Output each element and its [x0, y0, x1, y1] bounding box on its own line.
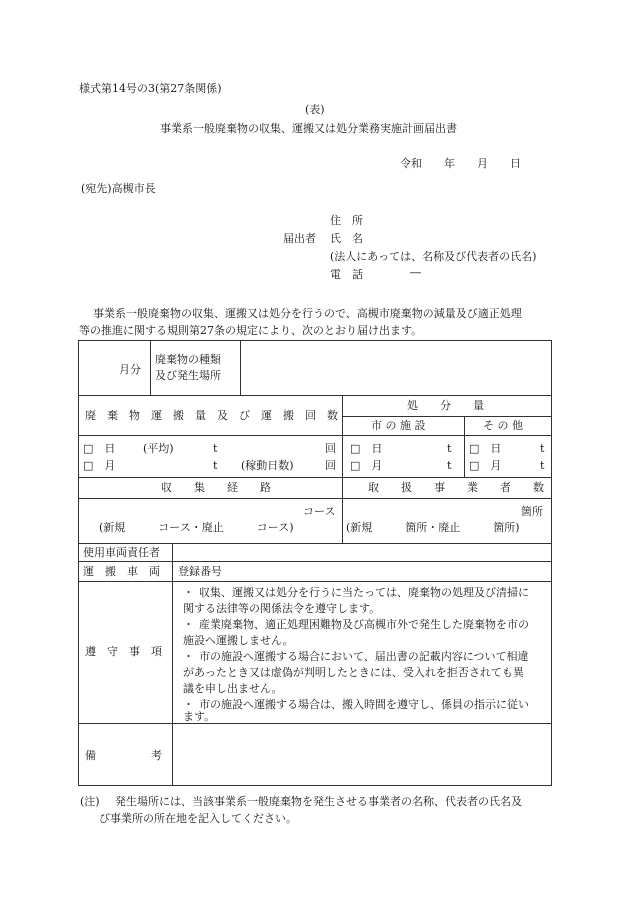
bullet: ・: [183, 618, 194, 631]
row-divider: [79, 435, 551, 436]
remarks-label: 備 考: [85, 749, 162, 762]
month-label: 月分: [119, 363, 141, 376]
places-detail: (新規 箇所・廃止 箇所): [346, 521, 520, 534]
other-header: そ の 他: [483, 419, 523, 432]
unit-kai: 回: [325, 442, 336, 455]
row-divider: [79, 543, 551, 544]
vehicle-manager-label: 使用車両責任者: [83, 546, 160, 559]
course-label: コース: [303, 505, 336, 518]
row-divider: [79, 561, 551, 562]
checkbox-other-month[interactable]: □ 月: [469, 459, 502, 472]
rule-1-line1: 収集、運搬又は処分を行うに当たっては、廃棄物の処理及び清掃に: [199, 586, 529, 599]
phone-label: 電 話: [330, 268, 363, 281]
city-facility-header: 市 の 施 設: [371, 419, 426, 432]
date-line: 令和 年 月 日: [400, 157, 521, 170]
rule-3-line1: 市の施設へ運搬する場合において、届出書の記載内容について相違: [199, 650, 529, 663]
row-divider: [79, 477, 551, 478]
col-divider: [172, 543, 173, 785]
bullet: ・: [183, 698, 194, 711]
unit-t: t: [213, 459, 218, 472]
form-number: 様式第14号の3(第27条関係): [79, 82, 222, 95]
row-divider: [342, 416, 551, 417]
corporate-note: (法人にあっては、名称及び代表者の氏名): [330, 250, 537, 263]
row-divider: [79, 723, 551, 724]
rule-2-line2: 施設へ運搬しません。: [183, 634, 294, 647]
unit-t: t: [540, 459, 545, 472]
route-header: 収 集 経 路: [161, 481, 271, 494]
checkbox-other-day[interactable]: □ 日: [469, 442, 502, 455]
average-label: (平均): [143, 442, 174, 455]
col-divider: [342, 395, 343, 543]
rule-4-line2: ます。: [183, 710, 216, 723]
row-divider: [79, 581, 551, 582]
unit-t: t: [213, 442, 218, 455]
checkbox-month[interactable]: □ 月: [83, 459, 116, 472]
rule-3-line2: があったとき又は虚偽が判明したときには、受入れを拒否されても異: [183, 666, 524, 679]
bullet: ・: [183, 586, 194, 599]
report-form-table: [78, 340, 552, 786]
unit-t: t: [540, 442, 545, 455]
checkbox-city-month[interactable]: □ 月: [350, 459, 383, 472]
places-label: 箇所: [521, 505, 543, 518]
disposal-header: 処 分 量: [407, 399, 484, 412]
transport-header: 廃 棄 物 運 搬 量 及 び 運 搬 回 数: [85, 409, 338, 422]
name-label: 氏 名: [330, 232, 363, 245]
intro-text-line1: 事業系一般廃棄物の収集、運搬又は処分を行うので、高槻市廃棄物の減量及び適正処理: [93, 307, 522, 320]
note-line1: 発生場所には、当該事業系一般廃棄物を発生させる事業者の名称、代表者の氏名及: [115, 795, 522, 808]
waste-type-label-line1: 廃棄物の種類: [155, 353, 221, 366]
registration-number-label: 登録番号: [178, 565, 222, 578]
side-label: (表): [305, 103, 325, 116]
vehicle-label: 運 搬 車 両: [83, 565, 160, 578]
bullet: ・: [183, 650, 194, 663]
checkbox-day[interactable]: □ 日: [83, 442, 116, 455]
page-title: 事業系一般廃棄物の収集、運搬又は処分業務実施計画届出書: [160, 122, 457, 135]
checkbox-city-day[interactable]: □ 日: [350, 442, 383, 455]
compliance-label: 遵 守 事 項: [85, 645, 162, 658]
operators-header: 取 扱 事 業 者 数: [368, 481, 544, 494]
col-divider: [150, 341, 151, 395]
working-days-label: (稼動日数): [241, 459, 294, 472]
waste-type-label-line2: 及び発生場所: [155, 369, 221, 382]
phone-dash: ―: [410, 266, 421, 279]
rule-4-line1: 市の施設へ運搬する場合は、搬入時間を遵守し、係員の指示に従い: [199, 698, 529, 711]
addressee: (宛先)高槻市長: [81, 182, 156, 195]
note-line2: び事業所の所在地を記入してください。: [99, 812, 297, 825]
row-divider: [79, 498, 551, 499]
unit-t: t: [447, 442, 452, 455]
intro-text-line2: 等の推進に関する規則第27条の規定により、次のとおり届け出ます。: [79, 324, 423, 337]
rule-2-line1: 産業廃棄物、適正処理困難物及び高槻市外で発生した廃棄物を市の: [199, 618, 529, 631]
submitter-label: 届出者: [283, 232, 316, 245]
unit-kai: 回: [325, 459, 336, 472]
course-detail: (新規 コース・廃止 コース): [99, 521, 294, 534]
rule-1-line2: 関する法律等の関係法令を遵守します。: [183, 602, 381, 615]
unit-t: t: [447, 459, 452, 472]
note-label: (注): [80, 795, 100, 808]
col-divider: [464, 416, 465, 477]
row-divider: [79, 395, 551, 396]
col-divider: [240, 341, 241, 395]
rule-3-line3: 議を申し出ません。: [183, 682, 283, 695]
address-label: 住 所: [330, 214, 363, 227]
